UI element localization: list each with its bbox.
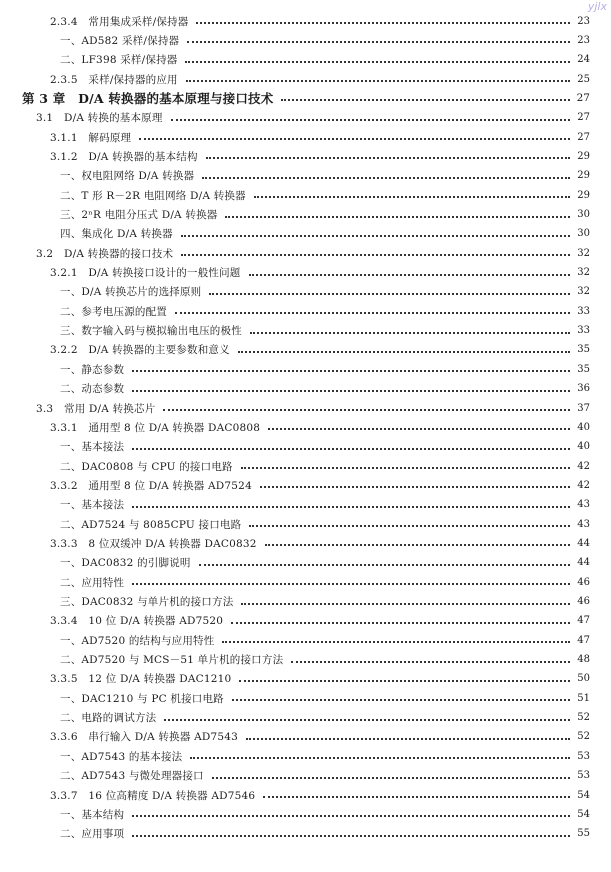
toc-entry-item — [60, 186, 590, 204]
toc-entry-page: 52 — [577, 731, 590, 743]
dot-leader — [190, 757, 570, 759]
toc-entry-title: 四、集成化 D/A 转换器 — [60, 228, 173, 241]
toc-entry-page: 25 — [577, 73, 590, 85]
toc-entry-item — [60, 322, 590, 340]
dot-leader — [132, 448, 570, 450]
dot-leader — [181, 254, 570, 256]
toc-entry-item — [60, 225, 590, 243]
dot-leader — [132, 390, 570, 392]
toc-entry-item — [60, 747, 590, 765]
toc-entry-title: 二、电路的调试方法 — [60, 712, 157, 725]
toc-entry-page: 29 — [577, 150, 590, 162]
toc-entry-page: 32 — [577, 247, 590, 259]
toc-entry-page: 47 — [577, 615, 590, 627]
toc-entry-page: 32 — [577, 267, 590, 279]
toc-entry-item — [60, 651, 590, 669]
dot-leader — [246, 738, 570, 740]
dot-leader — [187, 41, 570, 43]
toc-entry-item — [60, 283, 590, 301]
toc-entry-title: 二、应用事项 — [60, 828, 125, 841]
toc-entry-title: 2.3.4 常用集成采样/保持器 — [50, 15, 189, 28]
dot-leader — [249, 274, 571, 276]
toc-entry-page: 24 — [577, 54, 590, 66]
toc-entry-page: 54 — [577, 808, 590, 820]
toc-entry-title: 3.3.2 通用型 8 位 D/A 转换器 AD7524 — [50, 479, 252, 492]
toc-entry-subchapter — [36, 244, 590, 262]
dot-leader — [132, 583, 570, 585]
dot-leader — [254, 196, 570, 198]
toc-entry-item — [60, 167, 590, 185]
toc-entry-page: 27 — [577, 112, 590, 124]
toc-entry-title: 二、DAC0808 与 CPU 的接口电路 — [60, 460, 233, 473]
toc-entry-title: 三、2ⁿR 电阻分压式 D/A 转换器 — [60, 209, 218, 221]
toc-entry-page: 35 — [577, 344, 590, 356]
toc-entry-page: 46 — [577, 576, 590, 588]
toc-entry-page: 50 — [577, 673, 590, 685]
toc-entry-title: 二、AD7543 与微处理器接口 — [60, 770, 204, 783]
toc-entry-item — [60, 380, 590, 398]
dot-leader — [291, 661, 570, 663]
dot-leader — [249, 525, 570, 527]
dot-leader — [241, 603, 570, 605]
dot-leader — [265, 544, 570, 546]
toc-entry-item — [60, 554, 590, 572]
toc-entry-item — [60, 438, 590, 456]
toc-entry-subchapter — [36, 399, 590, 417]
dot-leader — [185, 61, 570, 63]
dot-leader — [212, 777, 570, 779]
toc-entry-item — [60, 709, 590, 727]
toc-entry-page: 40 — [577, 421, 590, 433]
toc-entry-title: 一、AD7520 的结构与应用特性 — [60, 634, 215, 647]
toc-entry-title: 3.3.6 串行输入 D/A 转换器 AD7543 — [50, 731, 238, 744]
toc-entry-page: 52 — [577, 712, 590, 724]
dot-leader — [171, 119, 570, 121]
toc-entry-title: 一、DAC0832 的引脚说明 — [60, 557, 191, 570]
toc-entry-title: 一、基本接法 — [60, 441, 125, 454]
dot-leader — [281, 99, 570, 101]
toc-entry-page: 30 — [577, 209, 590, 220]
toc-entry-title: 一、静态参数 — [60, 363, 125, 376]
dot-leader — [132, 815, 570, 817]
toc-entry-title: 二、动态参数 — [60, 383, 125, 396]
toc-entry-section — [50, 147, 590, 165]
toc-entry-title: 二、参考电压源的配置 — [60, 305, 167, 318]
dot-leader — [139, 138, 570, 140]
toc-entry-section — [50, 341, 590, 359]
toc-entry-page: 23 — [577, 15, 590, 27]
dot-leader — [196, 22, 570, 24]
toc-entry-page: 48 — [577, 654, 590, 666]
dot-leader — [175, 312, 570, 314]
toc-entry-section — [50, 612, 590, 630]
toc-entry-item — [60, 689, 590, 707]
toc-entry-page: 36 — [577, 383, 590, 395]
toc-entry-title: 3.3 常用 D/A 转换芯片 — [36, 402, 156, 415]
dot-leader — [209, 293, 570, 295]
toc-entry-section — [50, 12, 590, 30]
toc-entry-title: 一、基本接法 — [60, 499, 125, 512]
toc-entry-page: 55 — [577, 828, 590, 840]
dot-leader — [132, 506, 570, 508]
toc-entry-title: 3.3.3 8 位双缓冲 D/A 转换器 DAC0832 — [50, 537, 257, 550]
toc-entry-title: 一、权电阻网络 D/A 转换器 — [60, 170, 195, 183]
toc-entry-title: 3.2 D/A 转换器的接口技术 — [36, 247, 174, 260]
dot-leader — [225, 216, 570, 218]
toc-entry-section — [50, 786, 590, 804]
toc-entry-section — [50, 476, 590, 494]
toc-entry-title: 3.3.1 通用型 8 位 D/A 转换器 DAC0808 — [50, 421, 261, 434]
toc-entry-section — [50, 728, 590, 746]
toc-entry-page: 42 — [577, 460, 590, 472]
toc-entry-section — [50, 534, 590, 552]
dot-leader — [263, 796, 570, 798]
toc-entry-title: 2.3.5 采样/保持器的应用 — [50, 73, 178, 86]
toc-entry-page: 37 — [577, 402, 590, 414]
toc-entry-title: 三、数字输入码与模拟输出电压的极性 — [60, 325, 242, 338]
toc-entry-page: 29 — [577, 170, 590, 182]
toc-entry-title: 三、DAC0832 与单片机的接口方法 — [60, 596, 234, 608]
dot-leader — [231, 622, 570, 624]
toc-entry-title: 一、基本结构 — [60, 808, 125, 821]
toc-entry-item — [60, 302, 590, 320]
toc-entry-page: 23 — [577, 34, 590, 46]
toc-entry-page: 46 — [577, 596, 590, 607]
toc-entry-item — [60, 515, 590, 533]
dot-leader — [238, 351, 570, 353]
toc-entry-section — [50, 70, 590, 88]
toc-entry-title: 3.2.2 D/A 转换器的主要参数和意义 — [50, 344, 230, 357]
toc-entry-title: 一、AD582 采样/保持器 — [60, 34, 180, 47]
toc-entry-title: 3.1.2 D/A 转换器的基本结构 — [50, 150, 198, 163]
toc-entry-page: 53 — [577, 750, 590, 762]
toc-entry-title: 二、AD7524 与 8085CPU 接口电路 — [60, 518, 242, 531]
toc-entry-item — [60, 360, 590, 378]
toc-entry-title: 3.3.5 12 位 D/A 转换器 DAC1210 — [50, 673, 232, 686]
toc-entry-page: 54 — [577, 789, 590, 801]
dot-leader — [206, 157, 570, 159]
dot-leader — [250, 332, 570, 334]
watermark-stamp: yjlx — [587, 0, 607, 13]
toc-entry-page: 35 — [577, 363, 590, 375]
dot-leader — [239, 680, 570, 682]
toc-entry-title: 3.2.1 D/A 转换接口设计的一般性问题 — [50, 267, 241, 280]
toc-entry-item — [60, 825, 590, 843]
toc-entry-page: 47 — [577, 634, 590, 646]
toc-entry-title: 一、D/A 转换芯片的选择原则 — [60, 286, 202, 299]
toc-entry-page: 43 — [577, 499, 590, 511]
toc-entry-item — [60, 767, 590, 785]
toc-entry-item — [60, 31, 590, 49]
toc-entry-title: 3.3.7 16 位高精度 D/A 转换器 AD7546 — [50, 789, 256, 802]
toc-entry-title: 二、AD7520 与 MCS－51 单片机的接口方法 — [60, 654, 284, 667]
toc-entry-title: 二、LF398 采样/保持器 — [60, 54, 178, 67]
toc-entry-item — [60, 51, 590, 69]
toc-entry-page: 42 — [577, 479, 590, 491]
toc-entry-title: 二、T 形 R－2R 电阻网络 D/A 转换器 — [60, 189, 246, 202]
toc-entry-page: 43 — [577, 518, 590, 530]
dot-leader — [163, 409, 570, 411]
toc-entry-page: 44 — [577, 537, 590, 549]
toc-entry-item — [60, 593, 590, 611]
toc-entry-item — [60, 206, 590, 224]
toc-entry-item — [60, 805, 590, 823]
toc-entry-page: 33 — [577, 325, 590, 337]
toc-entry-page: 53 — [577, 770, 590, 782]
toc-entry-title: 3.1.1 解码原理 — [50, 131, 132, 144]
toc-entry-title: 3.1 D/A 转换的基本原理 — [36, 112, 163, 125]
toc-entry-page: 40 — [577, 441, 590, 453]
toc-entry-title: 3.3.4 10 位 D/A 转换器 AD7520 — [50, 615, 224, 628]
dot-leader — [132, 835, 570, 837]
dot-leader — [268, 428, 570, 430]
toc-entry-section — [50, 418, 590, 436]
toc-entry-title: 第 3 章 D/A 转换器的基本原理与接口技术 — [22, 91, 274, 107]
toc-entry-page: 33 — [577, 305, 590, 317]
toc-entry-section — [50, 670, 590, 688]
dot-leader — [164, 719, 570, 721]
dot-leader — [202, 177, 570, 179]
dot-leader — [132, 370, 570, 372]
dot-leader — [181, 235, 570, 237]
toc-entry-page: 29 — [577, 189, 590, 201]
toc-entry-page: 30 — [577, 228, 590, 240]
toc-entry-page: 51 — [577, 692, 590, 704]
dot-leader — [222, 641, 570, 643]
toc-entry-chapter — [22, 89, 590, 107]
toc-entry-section — [50, 264, 590, 282]
toc-entry-section — [50, 128, 590, 146]
toc-entry-page: 27 — [576, 92, 590, 105]
toc-entry-page: 32 — [577, 286, 590, 298]
toc-entry-title: 二、应用特性 — [60, 576, 125, 589]
toc-entry-title: 一、DAC1210 与 PC 机接口电路 — [60, 692, 224, 705]
toc-entry-page: 27 — [577, 131, 590, 143]
dot-leader — [186, 80, 570, 82]
toc-entry-title: 一、AD7543 的基本接法 — [60, 750, 183, 763]
dot-leader — [232, 699, 570, 701]
toc-entry-item — [60, 573, 590, 591]
toc-entry-subchapter — [36, 109, 590, 127]
toc-entry-item — [60, 457, 590, 475]
toc-entry-item — [60, 631, 590, 649]
dot-leader — [241, 467, 570, 469]
dot-leader — [199, 564, 570, 566]
dot-leader — [260, 486, 570, 488]
toc-entry-page: 44 — [577, 557, 590, 569]
toc-entry-item — [60, 496, 590, 514]
